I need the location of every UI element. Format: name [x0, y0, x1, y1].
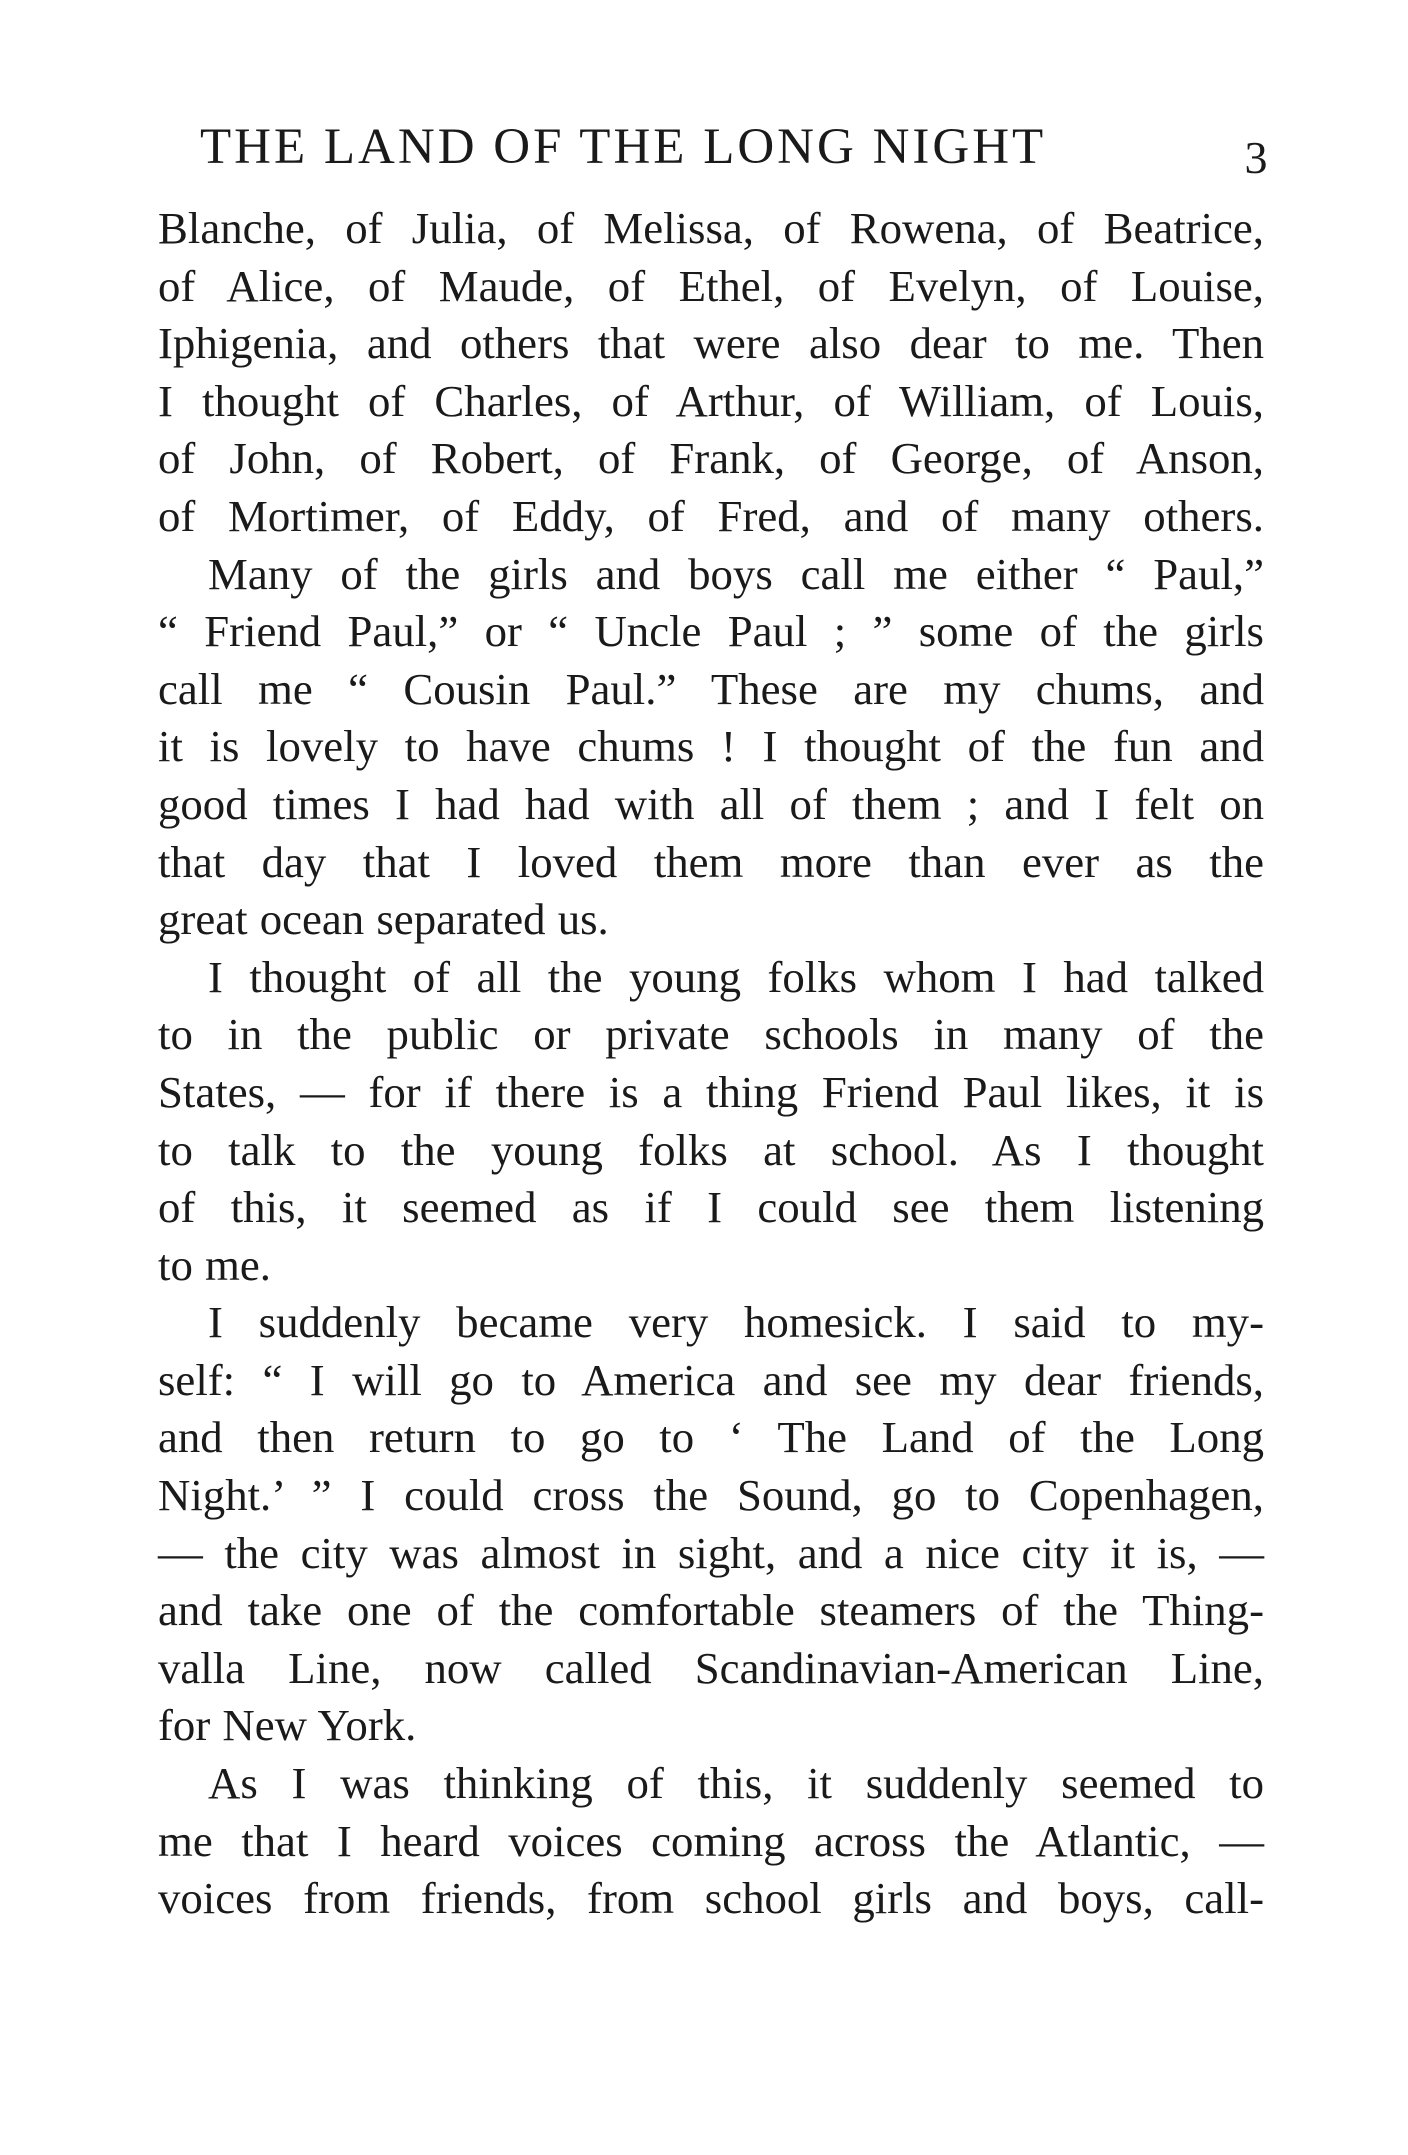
text-line: me that I heard voices coming across the Atlantic, — [158, 1815, 1264, 1866]
text-line: and take one of the comfortable steamers of the Thing- [158, 1585, 1264, 1636]
text-line: of John, of Robert, of Frank, of George, of Anson, [158, 433, 1264, 484]
text-line: and then return to go to ‘ The Land of the Long [158, 1412, 1264, 1463]
text-line: to talk to the young folks at school. As I thought [158, 1124, 1264, 1175]
text-line: — the city was almost in sight, and a nice city it is, — [158, 1527, 1264, 1578]
text-line: of Alice, of Maude, of Ethel, of Evelyn, of Louise, [158, 260, 1264, 311]
running-head [200, 112, 1270, 182]
text-line: voices from friends, from school girls and boys, call- [158, 1873, 1264, 1924]
text-line: to me. [158, 1239, 271, 1290]
text-line: I suddenly became very homesick. I said to my- [208, 1297, 1264, 1348]
text-line: of this, it seemed as if I could see them listening [158, 1182, 1264, 1233]
page-number: 3 [1244, 132, 1270, 183]
text-line: Night.’ ” I could cross the Sound, go to Copenhagen, [158, 1470, 1264, 1521]
text-line: self: “ I will go to America and see my dear friends, [158, 1354, 1264, 1405]
text-line: As I was thinking of this, it suddenly seemed to [208, 1758, 1264, 1809]
text-line: States, — for if there is a thing Friend Paul likes, it is [158, 1066, 1264, 1117]
text-line: call me “ Cousin Paul.” These are my chums, and [158, 663, 1264, 714]
text-line: Iphigenia, and others that were also dear to me. Then [158, 318, 1264, 369]
text-line: valla Line, now called Scandinavian-American Line, [158, 1642, 1264, 1693]
text-line: good times I had had with all of them ; and I felt on [158, 778, 1264, 829]
text-line: that day that I loved them more than ever as the [158, 836, 1264, 887]
text-line: I thought of Charles, of Arthur, of William, of Louis, [158, 375, 1264, 426]
text-line: to in the public or private schools in many of the [158, 1009, 1264, 1060]
text-line: great ocean separated us. [158, 894, 609, 945]
text-line: “ Friend Paul,” or “ Uncle Paul ; ” some of the girls [158, 606, 1264, 657]
text-line: Many of the girls and boys call me either “ Paul,” [208, 548, 1264, 599]
running-title: THE LAND OF THE LONG NIGHT [200, 119, 1047, 175]
text-line: it is lovely to have chums ! I thought of the fun and [158, 721, 1264, 772]
text-line: for New York. [158, 1700, 417, 1751]
text-line: Blanche, of Julia, of Melissa, of Rowena, of Beatrice, [158, 203, 1264, 253]
text-line: I thought of all the young folks whom I had talked [208, 951, 1264, 1002]
body-text [158, 200, 1264, 1928]
text-line: of Mortimer, of Eddy, of Fred, and of many others. [158, 490, 1264, 541]
